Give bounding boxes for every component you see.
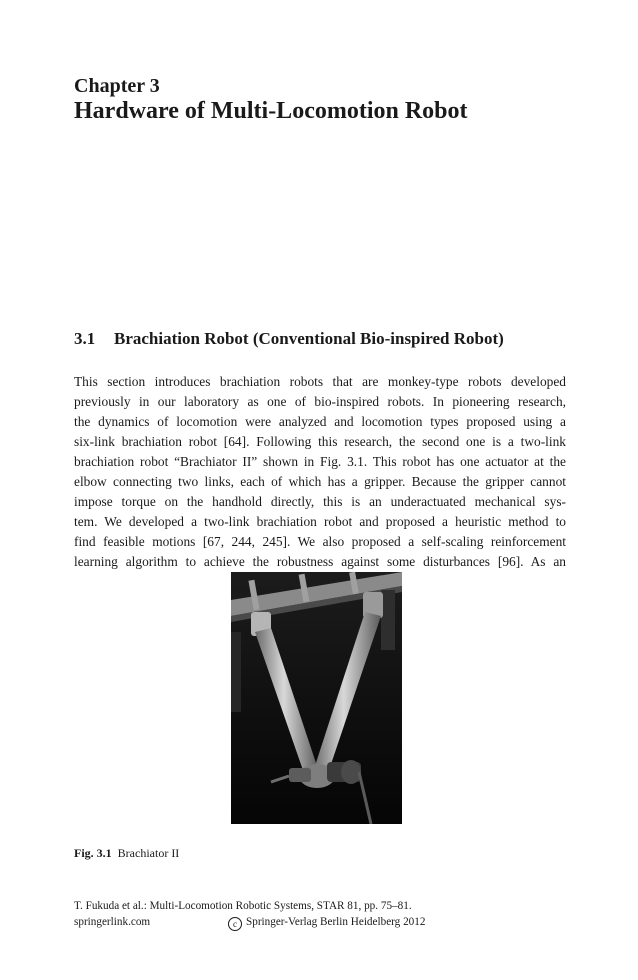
section-heading <box>74 329 504 349</box>
body-line: the dynamics of locomotion were analyzed and locomotion types proposed using a <box>74 414 566 429</box>
body-line: six-link brachiation robot [64]. Following this research, the second one is a two-link <box>74 434 566 449</box>
section-title: Brachiation Robot (Conventional Bio-inspired Robot) <box>114 329 504 348</box>
chapter-label: Chapter 3 <box>74 75 160 97</box>
body-line: brachiation robot “Brachiator II” shown in Fig. 3.1. This robot has one actuator at the <box>74 454 566 469</box>
footer-website: springerlink.com <box>74 916 151 928</box>
body-line: find feasible motions [67, 244, 245]. We also proposed a self-scaling reinforcement <box>74 534 566 549</box>
body-line: tem. We developed a two-link brachiation robot and proposed a heuristic method to <box>74 514 566 529</box>
footer-citation: T. Fukuda et al.: Multi-Locomotion Robotic Systems, STAR 81, pp. 75–81. <box>74 900 412 912</box>
figure-number: Fig. 3.1 <box>74 846 112 860</box>
body-line: This section introduces brachiation robots that are monkey-type robots developed <box>74 374 566 389</box>
chapter-title: Hardware of Multi-Locomotion Robot <box>74 98 468 124</box>
body-line: elbow connecting two links, each of which has a gripper. Because the gripper cannot <box>74 474 566 489</box>
figure-caption-text: Brachiator II <box>117 846 180 860</box>
body-line: learning algorithm to achieve the robustness against some disturbances [96]. As an <box>74 554 566 569</box>
figure-caption <box>74 846 179 861</box>
body-line: previously in our laboratory as one of bio-inspired robots. In pioneering research, <box>74 394 566 409</box>
copyright-icon: c <box>228 917 242 931</box>
body-paragraph <box>74 372 566 572</box>
body-line: impose torque on the handhold directly, this is an underactuated mechanical sys- <box>74 494 566 509</box>
footer-copyright: Springer-Verlag Berlin Heidelberg 2012 <box>246 916 426 928</box>
section-number: 3.1 <box>74 329 96 348</box>
footer-copyright-line <box>228 914 425 931</box>
robot-photo <box>231 572 402 824</box>
page-footer <box>74 898 426 930</box>
